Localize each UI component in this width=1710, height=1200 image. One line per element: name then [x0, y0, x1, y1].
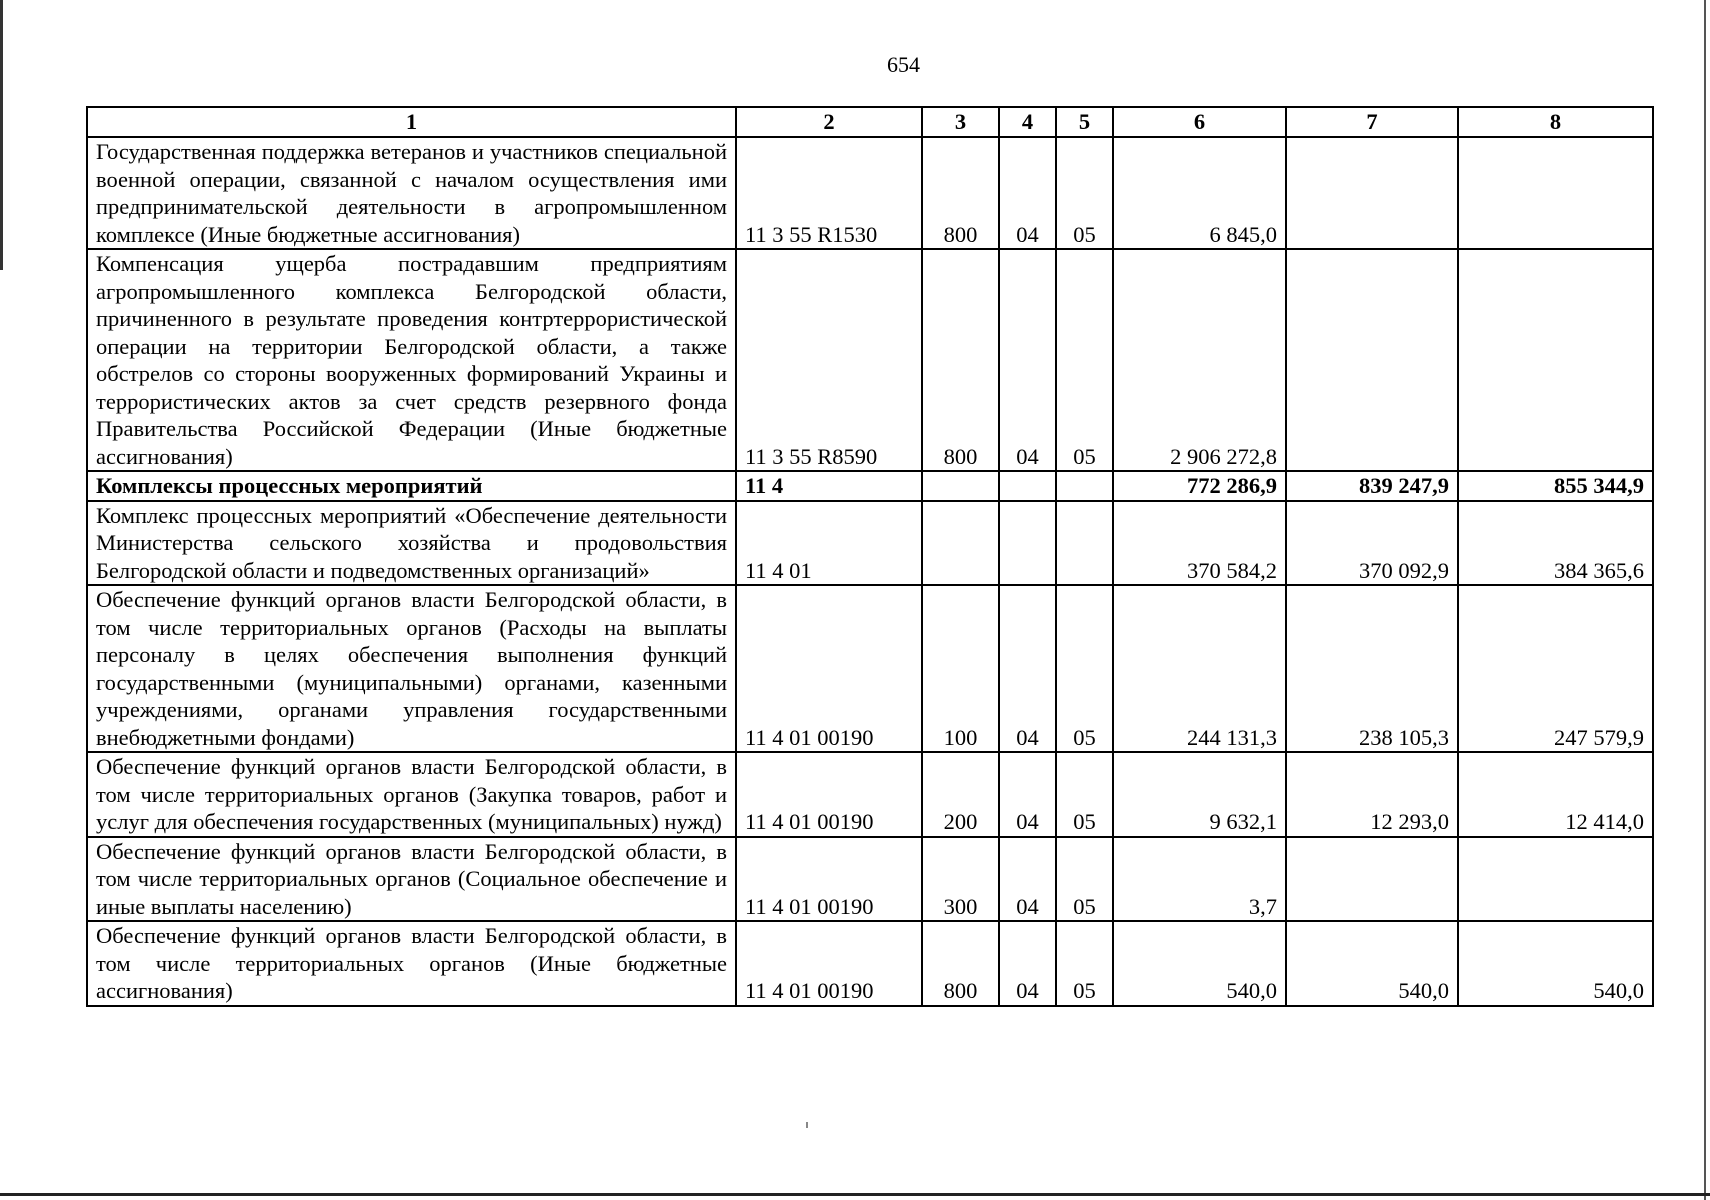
table-row: [87, 585, 1653, 752]
row-col3: 300: [922, 837, 999, 922]
row-description: Комплекс процессных мероприятий «Обеспечение деятельности Министерства сельского хозяйства и продовольствия Белгородской области и подведомственных организаций»: [87, 501, 736, 586]
budget-table: [86, 106, 1654, 1007]
header-cell: 3: [922, 107, 999, 137]
row-col7: [1286, 837, 1458, 922]
row-col8: 247 579,9: [1458, 585, 1653, 752]
row-col6: 772 286,9: [1113, 471, 1286, 501]
row-col7: 540,0: [1286, 921, 1458, 1006]
row-col3: 200: [922, 752, 999, 837]
row-code: 11 4 01 00190: [736, 585, 922, 752]
row-col3: 100: [922, 585, 999, 752]
row-col5: [1056, 471, 1113, 501]
row-col3: 800: [922, 249, 999, 471]
header-cell: 7: [1286, 107, 1458, 137]
row-col4: 04: [999, 752, 1056, 837]
row-col4: 04: [999, 137, 1056, 249]
scan-edge-right: [1704, 0, 1706, 1200]
row-description: Компенсация ущерба пострадавшим предприятиям агропромышленного комплекса Белгородской области, причиненного в результате проведения контртеррористической операции на территории Белгородской области, а также обстрелов со стороны вооруженных формирований Украины и террористических актов за счет средств резервного фонда Правительства Российской Федерации (Иные бюджетные ассигнования): [87, 249, 736, 471]
row-col5: 05: [1056, 752, 1113, 837]
row-col5: [1056, 501, 1113, 586]
row-code: 11 4 01 00190: [736, 752, 922, 837]
table-row: [87, 921, 1653, 1006]
row-col4: [999, 471, 1056, 501]
row-col4: 04: [999, 249, 1056, 471]
row-col4: 04: [999, 837, 1056, 922]
row-col5: 05: [1056, 837, 1113, 922]
row-col4: 04: [999, 585, 1056, 752]
row-code: 11 3 55 R1530: [736, 137, 922, 249]
row-col5: 05: [1056, 585, 1113, 752]
row-col3: 800: [922, 921, 999, 1006]
row-col7: 370 092,9: [1286, 501, 1458, 586]
row-col6: 540,0: [1113, 921, 1286, 1006]
row-col7: [1286, 249, 1458, 471]
row-col6: 3,7: [1113, 837, 1286, 922]
header-cell: 5: [1056, 107, 1113, 137]
table-row: [87, 752, 1653, 837]
scan-speck: [806, 1122, 808, 1128]
row-col4: [999, 501, 1056, 586]
row-col8: 855 344,9: [1458, 471, 1653, 501]
row-col8: [1458, 137, 1653, 249]
header-cell: 2: [736, 107, 922, 137]
row-description: Комплексы процессных мероприятий: [87, 471, 736, 501]
row-col7: 238 105,3: [1286, 585, 1458, 752]
row-code: 11 3 55 R8590: [736, 249, 922, 471]
row-col6: 244 131,3: [1113, 585, 1286, 752]
row-col6: 9 632,1: [1113, 752, 1286, 837]
row-col8: [1458, 249, 1653, 471]
row-col8: 384 365,6: [1458, 501, 1653, 586]
row-col6: 370 584,2: [1113, 501, 1286, 586]
row-col6: 6 845,0: [1113, 137, 1286, 249]
table-row: [87, 249, 1653, 471]
row-description: Обеспечение функций органов власти Белгородской области, в том числе территориальных органов (Иные бюджетные ассигнования): [87, 921, 736, 1006]
table-row: [87, 501, 1653, 586]
row-col5: 05: [1056, 921, 1113, 1006]
table-row: [87, 837, 1653, 922]
scan-edge-bottom: [0, 1193, 1710, 1196]
row-col4: 04: [999, 921, 1056, 1006]
header-cell: 8: [1458, 107, 1653, 137]
row-description: Государственная поддержка ветеранов и участников специальной военной операции, связанной с началом осуществления ими предпринимательской деятельности в агропромышленном комплексе (Иные бюджетные ассигнования): [87, 137, 736, 249]
row-col8: 12 414,0: [1458, 752, 1653, 837]
row-col7: 12 293,0: [1286, 752, 1458, 837]
table-body: [87, 137, 1653, 1006]
row-col6: 2 906 272,8: [1113, 249, 1286, 471]
row-code: 11 4 01 00190: [736, 921, 922, 1006]
row-description: Обеспечение функций органов власти Белгородской области, в том числе территориальных органов (Социальное обеспечение и иные выплаты населению): [87, 837, 736, 922]
page-number: 654: [887, 52, 920, 77]
scan-edge-left: [0, 0, 3, 270]
row-col3: [922, 501, 999, 586]
row-code: 11 4: [736, 471, 922, 501]
row-description: Обеспечение функций органов власти Белгородской области, в том числе территориальных органов (Закупка товаров, работ и услуг для обеспечения государственных (муниципальных) нужд): [87, 752, 736, 837]
row-col5: 05: [1056, 249, 1113, 471]
header-cell: 1: [87, 107, 736, 137]
row-code: 11 4 01: [736, 501, 922, 586]
row-col8: [1458, 837, 1653, 922]
row-code: 11 4 01 00190: [736, 837, 922, 922]
row-col7: [1286, 137, 1458, 249]
table-row: [87, 137, 1653, 249]
row-col3: 800: [922, 137, 999, 249]
header-cell: 4: [999, 107, 1056, 137]
row-col5: 05: [1056, 137, 1113, 249]
row-description: Обеспечение функций органов власти Белгородской области, в том числе территориальных органов (Расходы на выплаты персоналу в целях обеспечения выполнения функций государственными (муниципальными) органами, казенными учреждениями, органами управления государственными внебюджетными фондами): [87, 585, 736, 752]
header-cell: 6: [1113, 107, 1286, 137]
row-col3: [922, 471, 999, 501]
row-col7: 839 247,9: [1286, 471, 1458, 501]
row-col8: 540,0: [1458, 921, 1653, 1006]
header-row: [87, 107, 1653, 137]
table-row: [87, 471, 1653, 501]
